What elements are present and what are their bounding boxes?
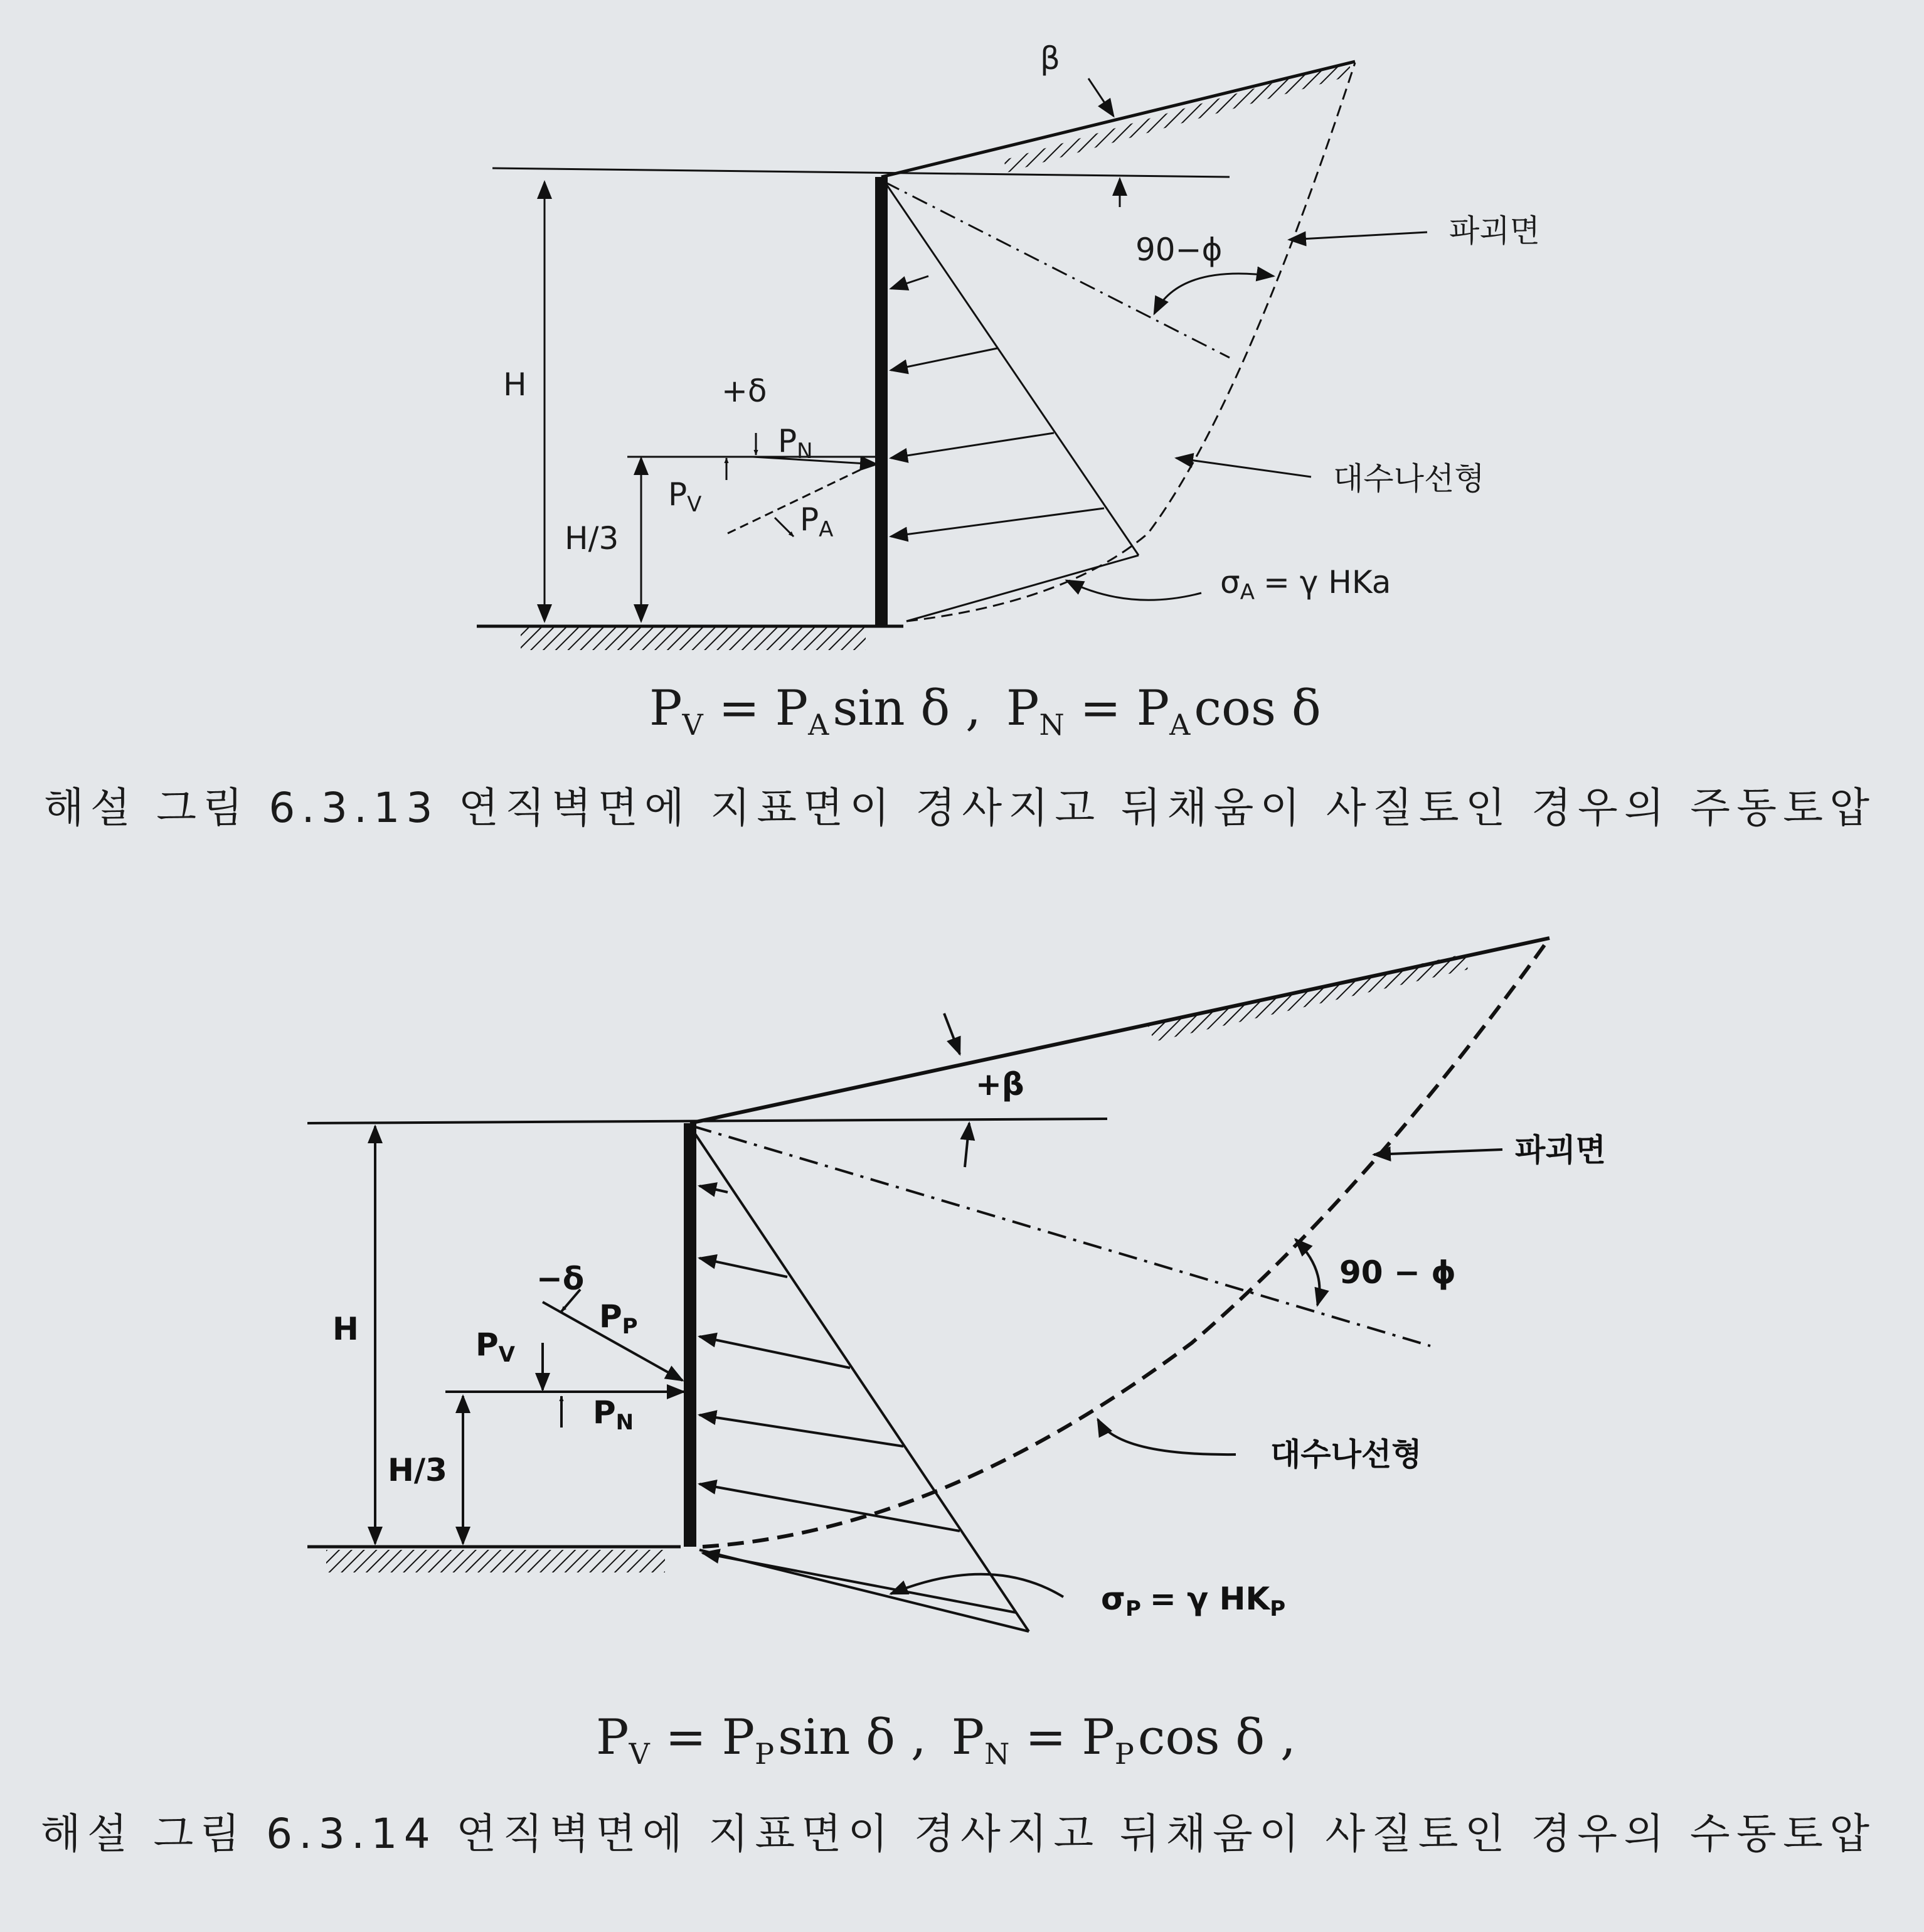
beta-label: +β xyxy=(975,1066,1024,1102)
dashdot-line xyxy=(693,1126,1430,1346)
stress-label: $\sigma_A = \gamma$ HKa xyxy=(1220,564,1391,605)
delta-label: +δ xyxy=(721,373,767,409)
stress-line xyxy=(881,177,1139,555)
log-spiral-label: 대수나선형 xyxy=(1333,461,1485,497)
callout-logspiral xyxy=(1176,458,1311,477)
phi-angle-label: 90 − ϕ xyxy=(1339,1254,1457,1291)
stress-arrow xyxy=(891,276,928,289)
PN-arrow xyxy=(753,457,877,464)
dashdot-line xyxy=(885,182,1230,358)
H3-label: H/3 xyxy=(565,520,619,557)
stress-arrow xyxy=(699,1258,787,1277)
formula-passive: $P_V = P_P\sin$ δ , $P_N = P_P\cos$ δ , xyxy=(596,1709,1296,1771)
angle-arc xyxy=(1154,274,1273,314)
angle-up-arrow xyxy=(965,1123,969,1167)
delta-label: −δ xyxy=(536,1261,585,1297)
figure-active xyxy=(44,40,1869,832)
failure-surface xyxy=(906,63,1355,621)
PV-label: $P_V$ xyxy=(476,1326,515,1367)
H-label: H xyxy=(332,1311,359,1347)
phi-angle-label: 90−ϕ xyxy=(1135,232,1223,268)
slope-surface xyxy=(690,938,1549,1123)
PA-label: $P_A$ xyxy=(800,501,834,542)
stress-arrow xyxy=(699,1484,960,1531)
stress-arrow xyxy=(699,1337,850,1368)
failure-surface-label: 파괴면 xyxy=(1449,213,1540,249)
PV-label: $P_V$ xyxy=(668,476,702,517)
slope-surface xyxy=(881,61,1355,177)
stress-arrow xyxy=(699,1415,903,1446)
beta-label: β xyxy=(1040,40,1060,77)
PN-label: $P_N$ xyxy=(778,423,813,464)
stress-arrow xyxy=(699,1186,728,1192)
slope-hatch xyxy=(1004,61,1352,173)
figure-passive xyxy=(41,938,1869,1858)
formula-active: $P_V = P_A\sin$ δ , $P_N = P_A\cos$ δ xyxy=(649,680,1321,742)
angle-arc xyxy=(1295,1239,1319,1305)
ground-hatch xyxy=(326,1550,665,1572)
stress-base xyxy=(906,555,1139,621)
log-spiral-label: 대수나선형 xyxy=(1270,1436,1422,1473)
beta-arrow xyxy=(1088,78,1113,116)
stress-label: $\sigma_P = \gamma$ $HK_P$ xyxy=(1101,1581,1286,1621)
callout-failure xyxy=(1289,232,1427,240)
stress-arrow xyxy=(703,1553,1016,1613)
PN-label: $P_N$ xyxy=(593,1394,634,1435)
caption-passive: 해설 그림 6.3.14 연직벽면에 지표면이 경사지고 뒤채움이 사질토인 경우의 수동토압 xyxy=(41,1810,1870,1858)
horizontal-ref xyxy=(492,168,1230,177)
PA-arrow xyxy=(775,518,794,536)
PP-label: $P_P$ xyxy=(599,1298,638,1339)
callout-failure xyxy=(1374,1150,1502,1155)
ground-hatch xyxy=(521,627,866,650)
H3-label: H/3 xyxy=(388,1452,447,1488)
stress-arrow xyxy=(891,348,997,370)
caption-active: 해설 그림 6.3.13 연직벽면에 지표면이 경사지고 뒤채움이 사질토인 경우의 주동토압 xyxy=(44,784,1869,832)
stress-arrow xyxy=(891,433,1054,458)
callout-logspiral xyxy=(1098,1419,1236,1454)
stress-arrow xyxy=(891,508,1104,536)
failure-surface-label: 파괴면 xyxy=(1515,1132,1606,1168)
H-label: H xyxy=(503,366,527,403)
callout-stress xyxy=(1066,580,1201,600)
stress-line xyxy=(690,1126,1029,1631)
beta-arrow xyxy=(944,1013,960,1054)
